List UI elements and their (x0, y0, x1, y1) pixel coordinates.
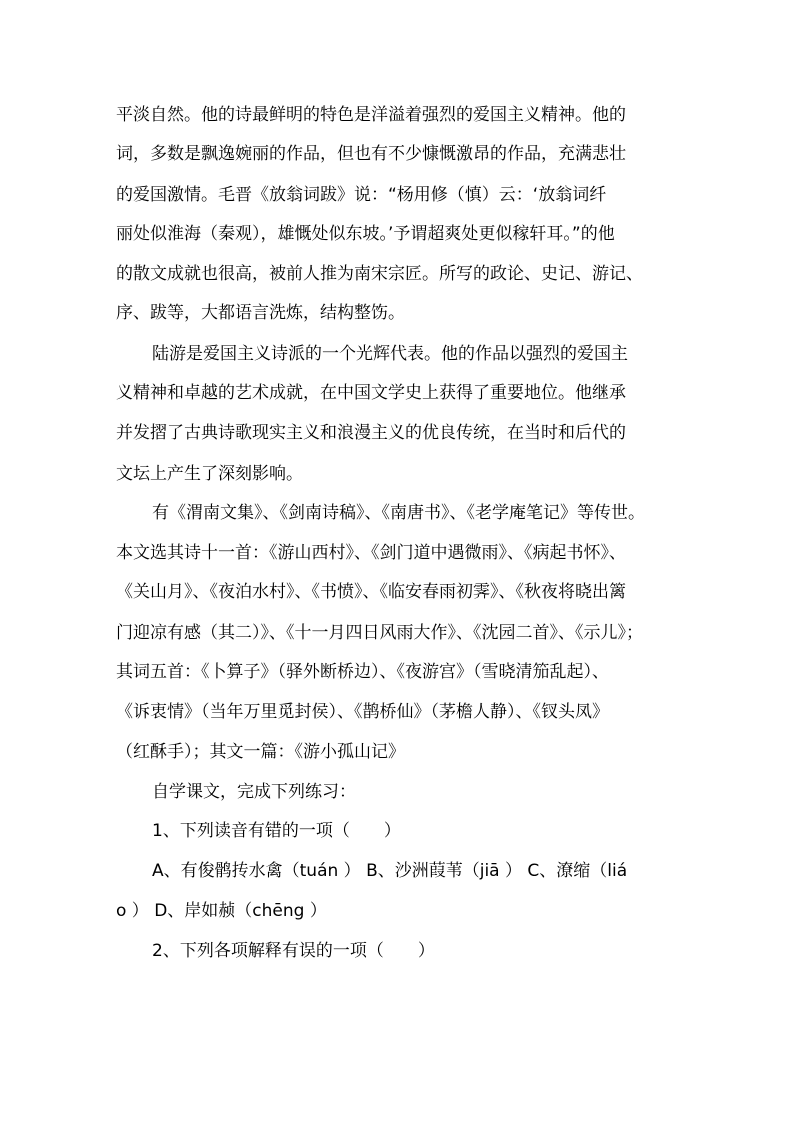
body-text-line: 义精神和卓越的艺术成就，在中国文学史上获得了重要地位。他继承 (116, 383, 626, 403)
question-1-options-continued: o ） D、岸如赪（chēng ） (116, 901, 327, 921)
body-text-line: 《诉衷情》（当年万里觅封侯）、《鹊桥仙》（茅檐人静）、《钗头凤》 (116, 702, 609, 722)
body-text-line: 并发摺了古典诗歌现实主义和浪漫主义的优良传统，在当时和后代的 (116, 423, 626, 443)
question-1-options: A、有俊鹘抟水禽（tuán ） B、沙洲葭苇（jiā ） C、潦缩（liá (152, 861, 628, 881)
body-text-line: 序、跋等，大都语言洗炼，结构整饬。 (116, 303, 405, 323)
body-text-line: 本文选其诗十一首：《游山西村》、《剑门道中遇微雨》、《病起书怀》、 (116, 543, 626, 563)
question-1: 1、下列读音有错的一项（ ） (152, 821, 401, 841)
question-2: 2、下列各项解释有误的一项（ ） (152, 941, 435, 961)
body-text-line: 门迎凉有感（其二）》、《十一月四日风雨大作》、《沈园二首》、《示儿》； (116, 623, 643, 643)
body-text-line: 文坛上产生了深刻影响。 (116, 464, 303, 484)
body-text-line: （红酥手）；其文一篇：《游小孤山记》 (116, 742, 405, 762)
body-text-line: 陆游是爱国主义诗派的一个光辉代表。他的作品以强烈的爱国主 (152, 344, 628, 364)
body-text-line: 丽处似淮海（秦观），雄慨处似东坡。’予谓超爽处更似稼轩耳。”的他 (116, 224, 615, 244)
body-text-line: 平淡自然。他的诗最鲜明的特色是洋溢着强烈的爱国主义精神。他的 (116, 105, 626, 125)
body-text-line: 其词五首：《卜算子》（驿外断桥边）、《夜游宫》（雪晓清笳乱起）、 (116, 662, 609, 682)
body-text-line: 的散文成就也很高，被前人推为南宋宗匠。所写的政论、史记、游记、 (116, 264, 643, 284)
exercise-instruction: 自学课文，完成下列练习： (152, 782, 356, 802)
body-text-line: 词，多数是飘逸婉丽的作品，但也有不少慷慨激昂的作品，充满悲壮 (116, 144, 626, 164)
body-text-line: 有《渭南文集》、《剑南诗稿》、《南唐书》、《老学庵笔记》等传世。 (152, 503, 645, 523)
body-text-line: 的爱国激情。毛晋《放翁词跋》说：“杨用修（慎）云：‘放翁词纤 (116, 185, 607, 205)
body-text-line: 《关山月》、《夜泊水村》、《书愤》、《临安春雨初霁》、《秋夜将晓出篱 (116, 582, 626, 602)
